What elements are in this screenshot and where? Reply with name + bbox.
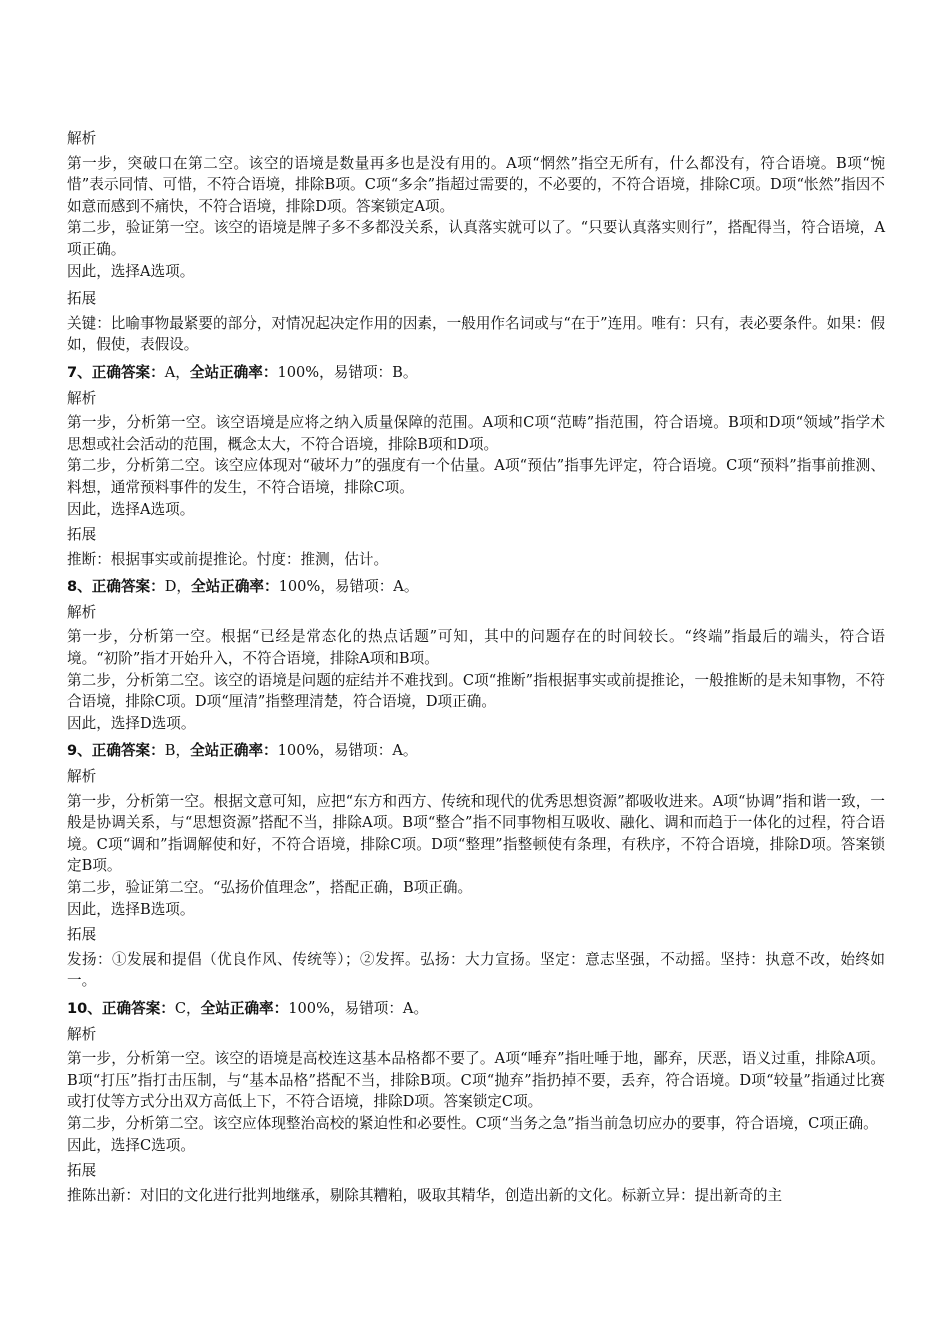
section-q6-extension: [67, 288, 885, 356]
paragraph: 关键：比喻事物最紧要的部分，对情况起决定作用的因素，一般用作名词或与“在于”连用。唯有：只有，表必要条件。如果：假如，假使，表假设。: [67, 314, 885, 354]
answer-value: D，: [164, 578, 192, 596]
document-page: [67, 124, 885, 1212]
answer-label: 正确答案：: [91, 363, 165, 381]
question-block: [67, 576, 885, 734]
question-number: 9、: [67, 742, 92, 760]
rate-label: 全站正确率：: [191, 578, 279, 596]
answer-label: 正确答案：: [91, 578, 165, 596]
question-number: 10、: [67, 999, 102, 1017]
extension-paragraph: 推断：根据事实或前提推论。忖度：推测，估计。: [67, 550, 389, 568]
analysis-paragraph: 第二步，分析第二空。该空应体现整治高校的紧迫性和必要性。C项“当务之急”指当前急切应办的要事，符合语境，C项正确。: [67, 1114, 878, 1132]
analysis-paragraph: 第二步，分析第二空。该空应体现对“破坏力”的强度有一个估量。A项“预估”指事先评定，符合语境。C项“预料”指事前推测、料想，通常预料事件的发生，不符合语境，排除C项。: [67, 457, 885, 496]
question-number: 7、: [67, 363, 92, 381]
question-block: [67, 740, 885, 992]
analysis-paragraph: 第一步，分析第一空。根据文意可知，应把“东方和西方、传统和现代的优秀思想资源”都吸收进来。A项“协调”指和谐一致，一般是协调关系，与“思想资源”搭配不当，排除A项。B项“整合”指不同事物相互吸收、融化、调和而趋于一体化的过程，符合语境。C项“调和”指调解使和好，不符合语境，排除C项。D项“整理”指整顿使有条理，有秩序，不符合语境，排除D项。答案锁定B项。: [67, 792, 885, 875]
answer-line: [67, 576, 885, 598]
section-label: 拓展: [67, 290, 97, 308]
analysis-paragraph: 因此，选择B选项。: [67, 900, 195, 918]
rate-value: 100%，易错项：A。: [288, 999, 429, 1017]
rate-label: 全站正确率：: [200, 999, 289, 1017]
answer-value: A，: [164, 363, 190, 381]
rate-value: 100%，易错项：A。: [278, 578, 419, 596]
answer-value: C，: [174, 999, 201, 1017]
answer-line: [67, 740, 885, 762]
analysis-paragraph: 第二步，分析第二空。该空的语境是问题的症结并不难找到。C项“推断”指根据事实或前提推论，一般推断的是未知事物，不符合语境，排除C项。D项“厘清”指整理清楚，符合语境，D项正确。: [67, 671, 885, 711]
rate-label: 全站正确率：: [190, 742, 278, 760]
analysis-paragraph: 因此，选择A选项。: [67, 500, 195, 518]
question-number: 8、: [67, 578, 92, 596]
paragraph: 第一步，突破口在第二空。该空的语境是数量再多也是没有用的。A项“惘然”指空无所有，什么都没有，符合语境。B项“惋惜”表示同情、可惜，不符合语境，排除B项。C项“多余”指超过需要的，不必要的，不符合语境，排除C项。D项“怅然”指因不如意而感到不痛快，不符合语境，排除D项。答案锁定A项。: [67, 154, 885, 215]
section-q6-analysis: [67, 128, 885, 282]
analysis-paragraph: 第一步，分析第一空。根据“已经是常态化的热点话题”可知，其中的问题存在的时间较长。“终端”指最后的端头，符合语境。“初阶”指才开始升入，不符合语境，排除A项和B项。: [67, 628, 885, 668]
paragraph: 因此，选择A选项。: [67, 262, 195, 280]
analysis-label: 解析: [67, 768, 97, 786]
rate-label: 全站正确率：: [189, 363, 278, 381]
analysis-label: 解析: [67, 389, 97, 407]
analysis-paragraph: 第二步，验证第二空。“弘扬价值理念”，搭配正确，B项正确。: [67, 879, 473, 896]
answer-value: B，: [164, 742, 191, 760]
question-block: [67, 362, 885, 570]
rate-value: 100%，易错项：B。: [277, 363, 418, 381]
extension-label: 拓展: [67, 1162, 97, 1180]
rate-value: 100%，易错项：A。: [277, 742, 418, 760]
analysis-label: 解析: [67, 603, 97, 621]
answer-line: [67, 362, 885, 384]
answer-label: 正确答案：: [91, 742, 165, 760]
paragraph: 第二步，验证第一空。该空的语境是牌子多不多都没关系，认真落实就可以了。“只要认真落实则行”，搭配得当，符合语境，A项正确。: [67, 219, 885, 258]
answer-label: 正确答案：: [101, 999, 175, 1017]
extension-label: 拓展: [67, 526, 97, 544]
analysis-paragraph: 第一步，分析第一空。该空的语境是高校连这基本品格都不要了。A项“唾弃”指吐唾于地，鄙弃，厌恶，语义过重，排除A项。B项“打压”指打击压制，与“基本品格”搭配不当，排除B项。C项“抛弃”指扔掉不要，丢弃，符合语境。D项“较量”指通过比赛或打仗等方式分出双方高低上下，不符合语境，排除D项。答案锁定C项。: [67, 1050, 885, 1111]
section-label: 解析: [67, 130, 97, 147]
analysis-paragraph: 第一步，分析第一空。该空语境是应将之纳入质量保障的范围。A项和C项“范畴”指范围，符合语境。B项和D项“领域”指学术思想或社会活动的范围，概念太大，不符合语境，排除B项和D项。: [67, 414, 885, 453]
answer-line: [67, 998, 885, 1020]
extension-paragraph: 推陈出新：对旧的文化进行批判地继承，剔除其糟粕，吸取其精华，创造出新的文化。标新立异：提出新奇的主: [67, 1186, 783, 1204]
analysis-label: 解析: [67, 1025, 97, 1043]
analysis-paragraph: 因此，选择C选项。: [67, 1136, 195, 1154]
extension-paragraph: 发扬：①发展和提倡（优良作风、传统等）；②发挥。弘扬：大力宣扬。坚定：意志坚强，不动摇。坚持：执意不改，始终如一。: [67, 950, 885, 990]
extension-label: 拓展: [67, 926, 97, 944]
question-block: [67, 998, 885, 1206]
analysis-paragraph: 因此，选择D选项。: [67, 714, 196, 732]
